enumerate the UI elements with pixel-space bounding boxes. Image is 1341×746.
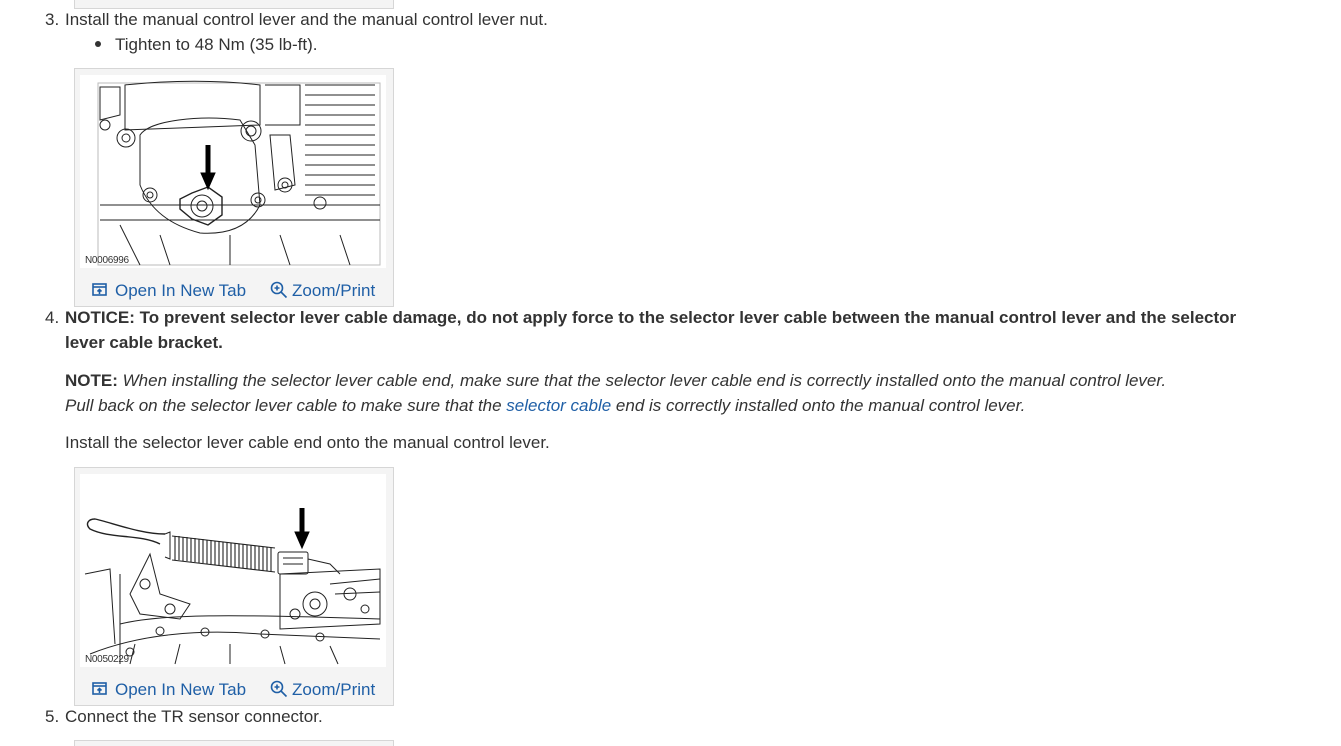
figure-manual-control-lever	[74, 68, 394, 307]
figure-id: N0050229	[85, 654, 129, 665]
zoom-print-button[interactable]	[270, 278, 375, 303]
zoom-print-label: Zoom/Print	[292, 280, 376, 300]
figure-selector-cable	[74, 467, 394, 706]
open-in-new-tab-button[interactable]	[91, 278, 246, 303]
open-in-new-tab-icon	[91, 680, 109, 698]
step-3-text: Install the manual control lever and the manual control lever nut.	[65, 10, 548, 29]
note-label: NOTE:	[65, 371, 118, 390]
open-in-new-tab-label: Open In New Tab	[115, 679, 247, 699]
figure-toolbar	[75, 274, 393, 306]
next-figure-edge	[74, 740, 394, 746]
step-3-torque-spec: Tighten to 48 Nm (35 lb-ft).	[115, 35, 318, 54]
step-4-note-line2	[65, 393, 1025, 418]
selector-cable-link[interactable]: selector cable	[506, 396, 612, 415]
bullet-dot	[95, 41, 101, 47]
zoom-print-button[interactable]	[270, 677, 375, 702]
note-text-line2-pre: Pull back on the selector lever cable to make sure that the	[65, 396, 507, 415]
step-5-text: Connect the TR sensor connector.	[65, 707, 323, 726]
open-in-new-tab-icon	[91, 281, 109, 299]
step-4-number: 4.	[45, 308, 60, 327]
zoom-in-icon	[270, 680, 288, 698]
zoom-print-label: Zoom/Print	[292, 679, 376, 699]
step-4-notice-line1: NOTICE: To prevent selector lever cable damage, do not apply force to the selector lever cable between the manual control lever and the selector	[65, 308, 1237, 327]
step-3-number: 3.	[45, 10, 60, 29]
step-5-number: 5.	[45, 707, 60, 726]
zoom-in-icon	[270, 281, 288, 299]
open-in-new-tab-label: Open In New Tab	[115, 280, 247, 300]
note-text-line1: When installing the selector lever cable end, make sure that the selector lever cable end is correctly installed onto the manual control lever.	[117, 371, 1167, 390]
step-4-notice-line2: lever cable bracket.	[65, 333, 223, 352]
note-text-line2-post: end is correctly installed onto the manual control lever.	[611, 396, 1026, 415]
step-4-note-line1	[65, 368, 1166, 393]
figure-toolbar	[75, 673, 393, 705]
open-in-new-tab-button[interactable]	[91, 677, 246, 702]
figure-image	[80, 75, 386, 268]
figure-image	[80, 474, 386, 667]
step-4-instruction: Install the selector lever cable end onto the manual control lever.	[65, 433, 550, 452]
figure-id: N0006996	[85, 255, 129, 266]
